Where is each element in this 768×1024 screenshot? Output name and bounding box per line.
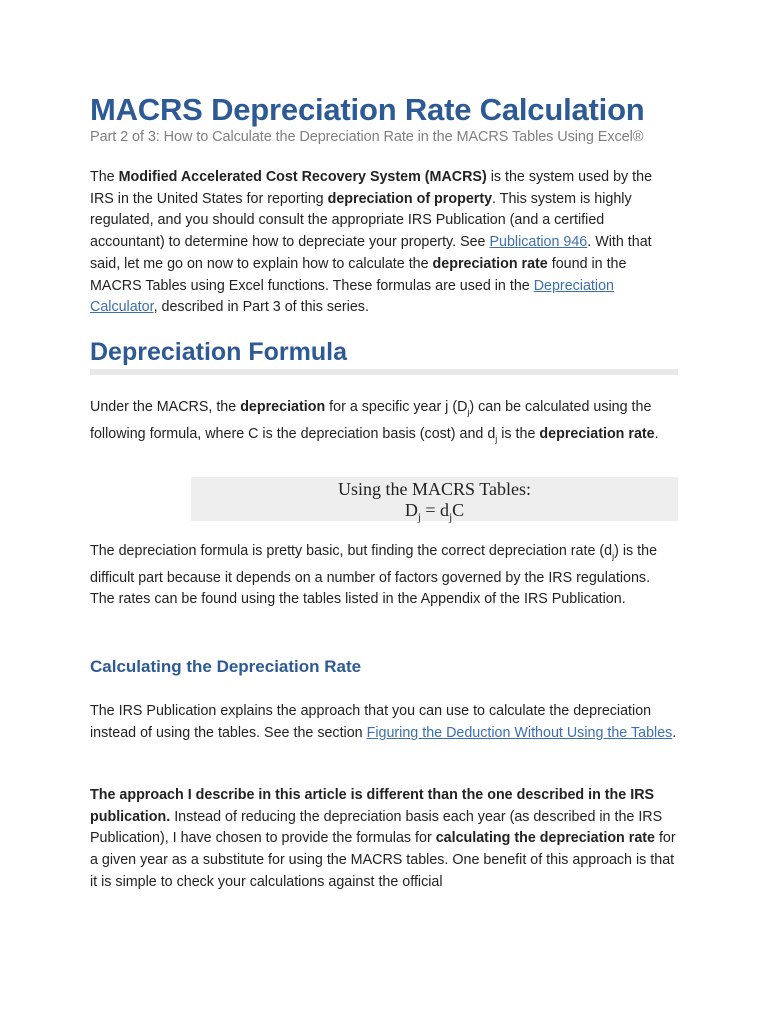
formula-explanation-paragraph: The depreciation formula is pretty basic, but finding the correct depreciation rate $(d_j)$ is the difficult part because it depends on a number of factors governed by the IRS regulations. The rates can be found using the tables listed in the Appendix of the IRS Publication. — [90, 543, 658, 608]
depreciation-formula-heading: Depreciation Formula — [90, 338, 347, 366]
depreciation-calculator-link[interactable]: Depreciation Calculator — [90, 277, 614, 316]
formula-box — [191, 477, 678, 524]
publication-946-link[interactable]: Publication 946 — [489, 234, 588, 251]
page-title: MACRS Depreciation Rate Calculation — [90, 92, 645, 127]
irs-publication-paragraph: The IRS Publication explains the approach that you can use to calculate the depreciation instead of using the tables. See the section Figuring the Deduction Without Using the Tables. — [90, 703, 677, 741]
figuring-deduction-link[interactable]: Figuring the Deduction Without Using the Tables — [366, 724, 673, 741]
calculating-rate-heading: Calculating the Depreciation Rate — [90, 657, 362, 676]
page-subtitle: Part 2 of 3: How to Calculate the Depreciation Rate in the MACRS Tables Using Excel® — [90, 129, 644, 145]
intro-paragraph: The Modified Accelerated Cost Recovery System (MACRS) is the system used by the IRS in the United States for reporting depreciation of property. This system is highly regulated, and you should consult the appropriate IRS Publication (and a certified accountant) to determine how to depreciate your property. See Publication 946. With that said, let me go on now to explain how to calculate the depreciation rate found in the MACRS Tables using Excel functions. These formulas are used in the Depreciation Calculator, described in Part 3 of this series. — [90, 169, 653, 316]
approach-paragraph: The approach I describe in this article is different than the one described in the IRS publication. Instead of reducing the depreciation basis each year (as described in the IRS Publication), I have chosen to provide the formulas for calculating the depreciation rate for a given year as a substitute for using the MACRS tables. One benefit of this approach is that it is simple to check your calculations against the official — [90, 787, 676, 890]
formula-equation: $D_j = d_jC$ — [404, 500, 465, 524]
heading-divider — [90, 369, 678, 375]
formula-intro-paragraph: Under the MACRS, the depreciation for a specific year j $(D_j)$ can be calculated using the following formula, where C is the depreciation basis (cost) and $d_j$ is the depreciation rate. — [90, 399, 659, 444]
formula-box-title: Using the MACRS Tables: — [338, 479, 531, 499]
